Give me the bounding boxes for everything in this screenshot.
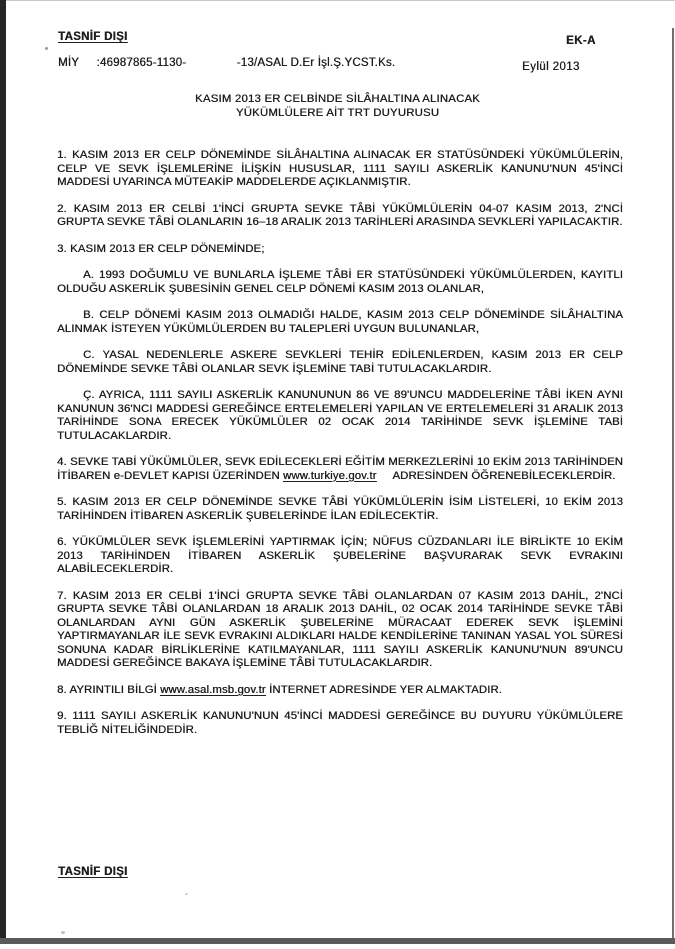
paragraph-text: İNTERNET ADRESİNDE YER ALMAKTADIR. <box>265 683 502 696</box>
paragraph <box>57 243 623 257</box>
scan-speck <box>45 47 48 50</box>
scan-edge-left <box>0 0 6 944</box>
paragraph <box>57 590 623 671</box>
paragraph-text: A. 1993 DOĞUMLU VE BUNLARLA İŞLEME TÂBİ ER STATÜSÜNDEKİ YÜKÜMLÜLERDEN, KAYITLI OLDUĞU ASKERLİK ŞUBESİNİN GENEL CELP DÖNEMİ KASIM 2013 OLANLAR, <box>57 269 623 295</box>
paragraph-text: ADRESİNDEN ÖĞRENEBİLECEKLERDİR. <box>376 469 616 482</box>
paragraph-text: 8. AYRINTILI BİLGİ <box>57 683 161 696</box>
paragraph <box>57 710 623 737</box>
scan-speck <box>61 931 65 934</box>
document-title <box>0 92 675 120</box>
scan-edge-top <box>6 0 675 1</box>
paragraph-text: 2. KASIM 2013 ER CELBİ 1'İNCİ GRUPTA SEVKE TÂBİ YÜKÜMLÜLERİN 04-07 KASIM 2013, 2'NCİ GRUPTA SEVKE TÂBİ OLANLARIN 16–18 ARALIK 2013 TARİHLERİ ARASINDA SEVKLERİ YAPILACAKTIR. <box>57 202 623 228</box>
paragraph-text: 3. KASIM 2013 ER CELP DÖNEMİNDE; <box>57 242 265 255</box>
document-date: Eylül 2013 <box>522 61 580 73</box>
document-body <box>57 149 623 750</box>
paragraph-text: B. CELP DÖNEMİ KASIM 2013 OLMADIĞI HALDE, KASIM 2013 CELP DÖNEMİNDE SİLÂHALTINA ALINMAK İSTEYEN YÜKÜMLÜLERDEN BU TALEPLERİ UYGUN BULUNANLAR, <box>57 309 623 335</box>
paragraph <box>57 456 623 483</box>
paragraph-text: 7. KASIM 2013 ER CELBİ 1'İNCİ GRUPTA SEVKE TÂBİ OLANLARDAN 07 KASIM 2013 DAHİL, 2'NCİ GRUPTA SEVKE TÂBİ OLANLARDAN 18 ARALIK 2013 DAHİL, 02 OCAK 2014 TARİHİNDE SEVKE TÂBİ OLANLARDAN AYNI GÜN ASKERLİK ŞUBELERİNE MÜRACAAT EDEREK SEVK İŞLEMİNİ YAPTIRMAYANLAR İLE SEVK EVRAKINI ALDIKLARI HALDE KENDİLERİNE TANINAN YASAL YOL SÜRESİ SONUNA KADAR BİRLİKLERİNE KATILMAYANLAR, 1111 SAYILI ASKERLİK KANUNU'NUN 89'UNCU MADDESİ GEREĞİNCE BAKAYA İŞLEMİNE TÂBİ TUTULACAKLARDIR. <box>57 589 623 669</box>
url-text: www.turkiye.gov.tr <box>283 469 377 482</box>
paragraph <box>57 203 623 230</box>
paragraph <box>57 389 623 443</box>
paragraph <box>57 269 623 296</box>
paragraph <box>57 349 623 376</box>
document-number-label: MİY <box>58 57 80 69</box>
paragraph-text: 1. KASIM 2013 ER CELP DÖNEMİNDE SİLÂHALTINA ALINACAK ER STATÜSÜNDEKİ YÜKÜMLÜLERİN, CELP VE SEVK İŞLEMLERİNE İLİŞKİN HUSUSLAR, 1111 SAYILI ASKERLİK KANUNU'NUN 45'İNCİ MADDESİ UYARINCA MÜTEAKİP MADDELERDE AÇIKLANMIŞTIR. <box>57 149 623 188</box>
document-title-line1: KASIM 2013 ER CELBİNDE SİLÂHALTINA ALINACAK <box>195 93 480 105</box>
document-number-row <box>58 57 395 69</box>
paragraph <box>57 149 623 190</box>
document-number-suffix: -13/ASAL D.Er İşl.Ş.YCST.Ks. <box>236 57 396 69</box>
document-number-value: :46987865-1130- <box>96 57 187 69</box>
scan-speck <box>185 893 188 895</box>
classification-bottom: TASNİF DIŞI <box>58 866 128 878</box>
paragraph-text: 4. SEVKE TABİ YÜKÜMLÜLER, SEVK EDİLECEKLERİ EĞİTİM MERKEZLERİNİ 10 EKİM 2013 TARİHİNDEN İTİBAREN e-DEVLET KAPISI ÜZERİNDEN <box>57 456 623 482</box>
scan-edge-right <box>672 28 674 944</box>
url-text: www.asal.msb.gov.tr <box>160 683 266 696</box>
annex-label: EK-A <box>566 35 596 47</box>
classification-top: TASNİF DIŞI <box>58 31 128 43</box>
document-title-line2: YÜKÜMLÜLERE AİT TRT DUYURUSU <box>235 107 440 119</box>
paragraph-text: 5. KASIM 2013 ER CELP DÖNEMİNDE SEVKE TÂBİ YÜKÜMLÜLERİN İSİM LİSTELERİ, 10 EKİM 2013 TARİHİNDEN İTİBAREN ASKERLİK ŞUBELERİNDE İLAN EDİLECEKTİR. <box>57 496 623 522</box>
paragraph <box>57 684 623 698</box>
paragraph-text: Ç. AYRICA, 1111 SAYILI ASKERLİK KANUNUNUN 86 VE 89'UNCU MADDELERİNE TÂBİ İKEN AYNI KANUNUN 36'NCI MADDESİ GEREĞİNCE ERTELEMELERİ YAPILAN VE ERTELEMELERİ 31 ARALIK 2013 TARİHİNDE SONA ERECEK YÜKÜMLÜLER 02 OCAK 2014 TARİHİNDE SEVK İŞLEMİNE TABİ TUTULACAKLARDIR. <box>57 389 623 442</box>
paragraph <box>57 309 623 336</box>
paragraph-text: 9. 1111 SAYILI ASKERLİK KANUNU'NUN 45'İNCİ MADDESİ GEREĞİNCE BU DUYURU YÜKÜMLÜLERE TEBLİĞ NİTELİĞİNDEDİR. <box>57 710 623 736</box>
scan-edge-bottom <box>0 938 675 944</box>
paragraph <box>57 536 623 577</box>
paragraph-text: C. YASAL NEDENLERLE ASKERE SEVKLERİ TEHİR EDİLENLERDEN, KASIM 2013 ER CELP DÖNEMİNDE SEVKE TÂBİ OLANLAR SEVK İŞLEMİNE TABİ TUTULACAKLARDIR. <box>57 349 623 375</box>
paragraph <box>57 496 623 523</box>
paragraph-text: 6. YÜKÜMLÜLER SEVK İŞLEMLERİNİ YAPTIRMAK İÇİN; NÜFUS CÜZDANLARI İLE BİRLİKTE 10 EKİM 2013 TARİHİNDEN İTİBAREN ASKERLİK ŞUBELERİNE BAŞVURARAK SEVK EVRAKINI ALABİLECEKLERDİR. <box>57 536 623 575</box>
